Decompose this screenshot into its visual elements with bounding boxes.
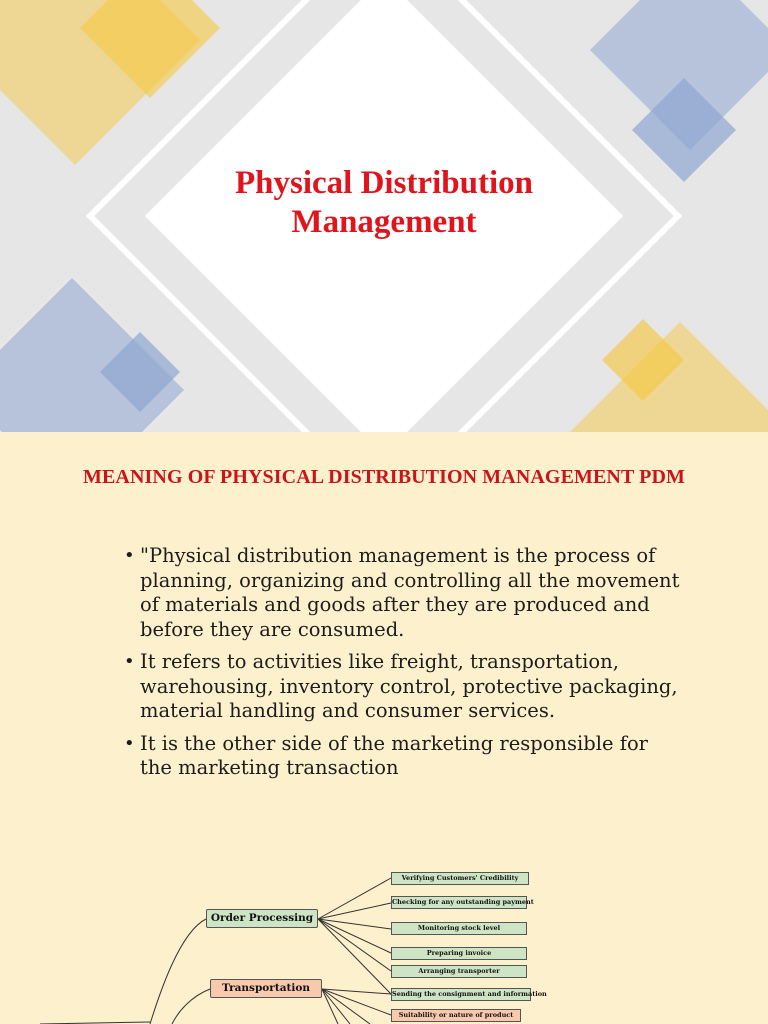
bullet-item: [124, 732, 684, 781]
slide-title: [184, 164, 584, 242]
title-line-2: Management: [291, 204, 477, 240]
order-processing-box: Order Processing: [206, 909, 318, 928]
bullet-text: It refers to activities like freight, transportation, warehousing, inventory control, protective packaging, material handling and consumer services.: [140, 650, 678, 722]
bullet-text: "Physical distribution management is the process of planning, organizing and controlling all the movement of materials and goods after they are produced and before they are consumed.: [140, 544, 680, 641]
bullet-text: It is the other side of the marketing responsible for the marketing transaction: [140, 731, 648, 779]
title-slide: [0, 0, 768, 432]
slide-heading: MEANING OF PHYSICAL DISTRIBUTION MANAGEMENT PDM: [83, 466, 685, 488]
transportation-box: Transportation: [210, 979, 322, 998]
order-subtask: Sending the consignment and information: [391, 988, 531, 1001]
order-subtask: Checking for any outstanding payment: [391, 896, 527, 909]
bullet-list: [124, 544, 684, 789]
bullet-marker: •: [124, 732, 135, 754]
transport-subtask: Suitability or nature of product: [391, 1009, 521, 1022]
order-subtask: Verifying Customers' Credibility: [391, 872, 529, 885]
bullet-item: [124, 544, 684, 642]
order-subtask: Monitoring stock level: [391, 922, 527, 935]
title-line-1: Physical Distribution: [235, 165, 533, 201]
bullet-item: [124, 650, 684, 724]
order-subtask: Preparing invoice: [391, 947, 527, 960]
bullet-marker: •: [124, 651, 135, 672]
bullet-marker: •: [124, 545, 135, 566]
order-subtask: Arranging transporter: [391, 965, 527, 978]
content-slide: [0, 432, 768, 1024]
